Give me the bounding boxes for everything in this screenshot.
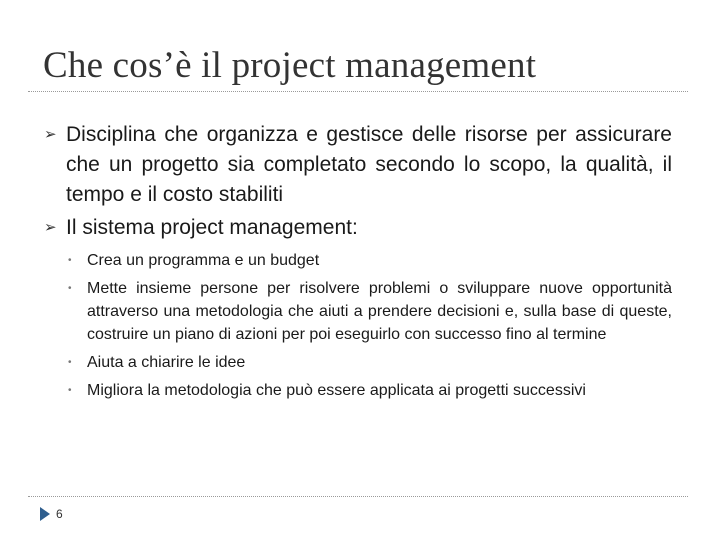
arrow-bullet-icon: ➢ (44, 126, 57, 143)
sub-bullet-text: Crea un programma e un budget (87, 252, 320, 269)
sub-bullet-item (66, 379, 672, 402)
sub-bullet-item (66, 351, 672, 374)
sub-bullet-text: Aiuta a chiarire le idee (87, 354, 246, 371)
slide-title: Che cos’è il project management (43, 45, 537, 86)
sub-bullet-list (66, 249, 672, 402)
bullet-item (44, 213, 672, 243)
footer-divider (28, 496, 688, 497)
dot-bullet-icon: • (68, 255, 72, 266)
dot-bullet-icon: • (68, 357, 72, 368)
bullet-text: Il sistema project management: (66, 216, 358, 239)
title-divider (28, 91, 688, 92)
dot-bullet-icon: • (68, 385, 72, 396)
arrow-bullet-icon: ➢ (44, 219, 57, 236)
dot-bullet-icon: • (68, 283, 72, 294)
bullet-text: Disciplina che organizza e gestisce delle risorse per assicurare che un progetto sia completato secondo lo scopo, la qualità, il tempo e il costo stabiliti (66, 123, 672, 206)
sub-bullet-text: Mette insieme persone per risolvere problemi o sviluppare nuove opportunità attraverso una metodologia che aiuti a prendere decisioni e, sulla base di queste, costruire un piano di azioni per poi eseguirlo con successo fino al termine (87, 280, 672, 343)
sub-bullet-item (66, 249, 672, 272)
sub-bullet-item (66, 277, 672, 346)
bullet-item (44, 120, 672, 210)
page-number: 6 (56, 507, 63, 521)
footer-triangle-icon (40, 507, 50, 521)
sub-bullet-text: Migliora la metodologia che può essere applicata ai progetti successivi (87, 382, 586, 399)
slide-body (44, 120, 672, 407)
